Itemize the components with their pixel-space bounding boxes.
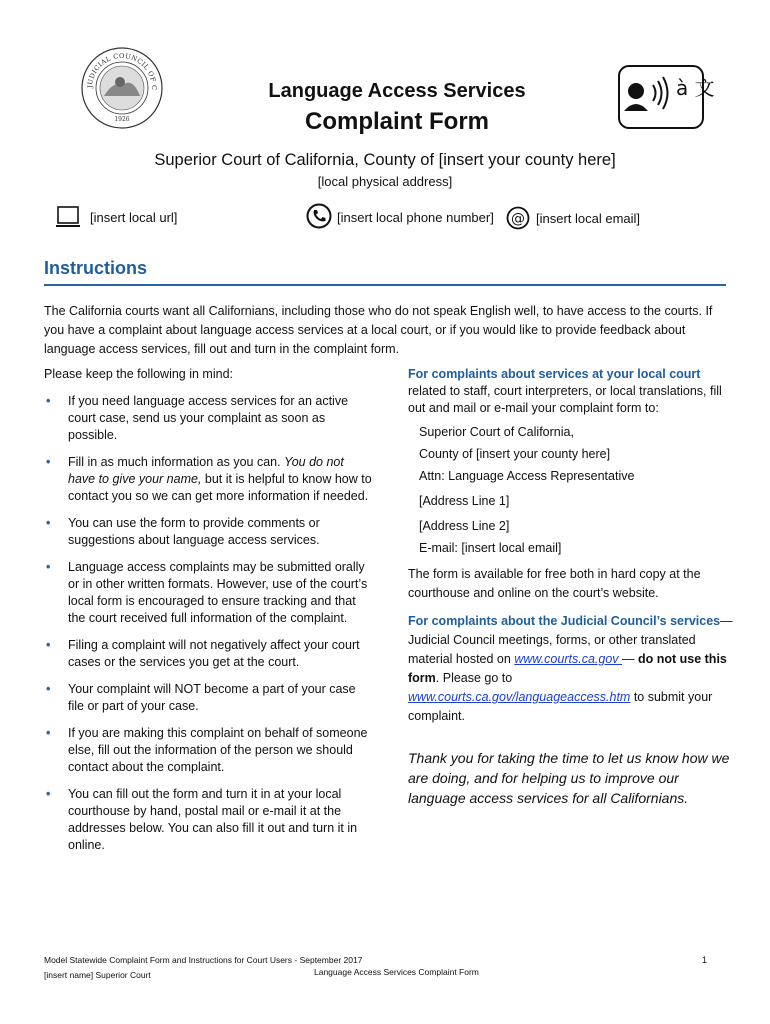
instructions-heading: Instructions [44, 258, 148, 278]
footer-form-title: Language Access Services Complaint Form [314, 967, 479, 977]
judicial-council-heading: For complaints about the Judicial Council’s services [408, 614, 721, 628]
list-item: • Your complaint will NOT become a part of your case file or part of your case. [46, 682, 356, 713]
court-line: Superior Court of California, County of [insert your county here] [154, 151, 616, 169]
language-access-icon [618, 65, 715, 129]
bullet-glyph: • [46, 560, 51, 574]
local-phone[interactable]: [insert local phone number] [337, 210, 494, 225]
seal-year: 1926 [114, 116, 130, 123]
local-email[interactable]: [insert local email] [536, 211, 641, 226]
heading-rule [44, 284, 726, 286]
bullet-glyph: • [46, 726, 51, 740]
mailing-address: Superior Court of California, County of [insert your county here] Attn: Language Access Representative [Address Line 1] [Address Line 2] E-mail: [insert local email] [419, 425, 635, 555]
language-access-link[interactable]: www.courts.ca.gov/languageaccess.htm [408, 690, 631, 704]
guidance-list [44, 393, 374, 854]
local-complaints-heading: For complaints about services at your local court [408, 367, 701, 381]
svg-text:@: @ [511, 211, 525, 227]
computer-icon [56, 205, 82, 229]
lang-icon-text: à 文 [676, 76, 715, 100]
footer-model-form: Model Statewide Complaint Form and Instructions for Court Users - September 2017 [44, 955, 363, 965]
email-at-icon [506, 206, 530, 230]
bullet-glyph: • [46, 394, 51, 408]
list-item: • Filing a complaint will not negatively affect your court cases or the services you get at the court. [46, 638, 360, 669]
free-copy-note: The form is available for free both in hard copy at the courthouse and online on the court’s website. [408, 567, 701, 600]
bullet-glyph: • [46, 455, 51, 469]
right-column [408, 366, 738, 808]
list-item: • You can fill out the form and turn it in at your local courthouse by hand, postal mail or e-mail it at the addresses below. You can also fill it out and turn it in online. [46, 787, 358, 852]
keep-in-mind: Please keep the following in mind: [44, 367, 234, 381]
list-item: • Language access complaints may be submitted orally or in other written formats. However, use of the court’s local form is encouraged to ensure tracking and that the court received full information of the complaint. [46, 560, 368, 625]
thank-you-note: Thank you for taking the time to let us know how we are doing, and for helping us to improve our language access services for all Californians. [408, 750, 730, 806]
physical-address: [local physical address] [317, 174, 453, 189]
local-complaints-paragraph: For complaints about services at your local court related to staff, court interpreters, or local translations, fill out and mail or e-mail your complaint form to: [408, 367, 722, 415]
judicial-council-seal [80, 46, 164, 130]
local-url[interactable]: [insert local url] [90, 210, 178, 225]
seal-ring-text: JUDICIAL COUNCIL OF C [85, 51, 159, 91]
bullet-glyph: • [46, 682, 51, 696]
judicial-council-paragraph: For complaints about the Judicial Council’s services—Judicial Council meetings, forms, or other translated material hosted on www.courts.ca.gov — do not use this form. Please go to www.courts.ca.gov/languageaccess.htm to submit your complaint. [408, 614, 733, 723]
left-column [44, 366, 374, 864]
courts-ca-gov-link[interactable]: www.courts.ca.gov [514, 652, 622, 666]
title-line-2: Complaint Form [305, 108, 489, 135]
footer-court-name: [insert name] Superior Court [44, 970, 151, 980]
list-item: • If you are making this complaint on behalf of someone else, fill out the information of the person we should contact about the complaint. [46, 726, 368, 774]
bullet-glyph: • [46, 787, 51, 801]
page-number: 1 [702, 955, 708, 965]
bullet-glyph: • [46, 516, 51, 530]
intro-paragraph: The California courts want all Californians, including those who do not speak English well, to have access to the courts. If you have a complaint about language access services at a local court, or if you would like to provide feedback about language access services, fill out and turn in the complaint form. [44, 304, 713, 356]
list-item: • Fill in as much information as you can. You do not have to give your name, but it is helpful to know how to contact you so we can get more information if needed. [46, 455, 372, 503]
bullet-glyph: • [46, 638, 51, 652]
title-line-1: Language Access Services [268, 80, 526, 102]
list-item: • If you need language access services for an active court case, send us your complaint as soon as possible. [46, 394, 349, 442]
phone-icon [306, 203, 332, 229]
list-item: • You can use the form to provide comments or suggestions about language access services. [46, 516, 320, 547]
